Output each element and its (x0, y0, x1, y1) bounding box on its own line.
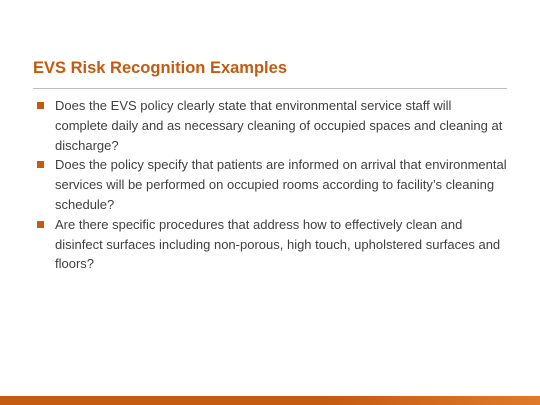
square-bullet-icon (37, 221, 44, 228)
footer-accent-bar (0, 396, 540, 405)
square-bullet-icon (37, 102, 44, 109)
bullet-text: Are there specific procedures that address how to effectively clean and disinfect surfaces including non-porous, high touch, upholstered surfaces and floors? (55, 216, 501, 272)
slide-title: EVS Risk Recognition Examples (33, 59, 287, 77)
title-divider (33, 88, 507, 89)
bullet-text: Does the policy specify that patients are informed on arrival that environmental services will be performed on occupied rooms according to facility’s cleaning schedule? (55, 157, 507, 212)
bullet-item (37, 215, 507, 274)
bullet-item (37, 96, 507, 155)
bullet-item (37, 155, 507, 214)
bullet-text: Does the EVS policy clearly state that environmental service staff will complete daily and as necessary cleaning of occupied spaces and cleaning at discharge? (55, 98, 503, 153)
square-bullet-icon (37, 161, 44, 168)
bullet-list (37, 96, 507, 274)
